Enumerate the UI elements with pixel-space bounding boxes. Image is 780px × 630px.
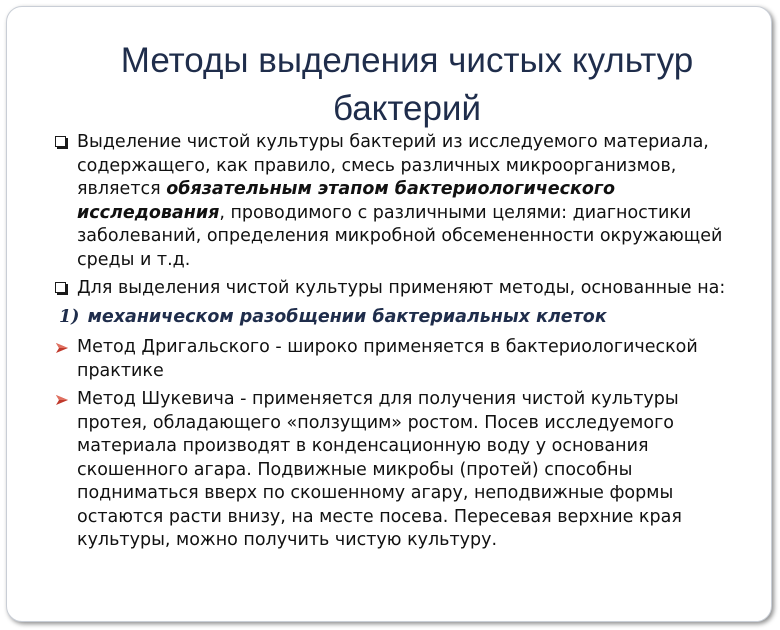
slide-frame xyxy=(6,6,772,622)
arrow-item-shukevich xyxy=(53,388,743,553)
paragraph-text: Метод Дригальского - широко применяется в бактериологической практике xyxy=(77,337,698,381)
emphasis-text: обязательным этапом бактериологического исследования xyxy=(77,179,616,223)
arrow-bullet-icon xyxy=(55,342,69,354)
paragraph-text: , проводимого с различными целями: диагностики заболеваний, определения микробной обсемененности окружающей среды и т.д. xyxy=(77,202,723,270)
square-bullet-icon xyxy=(55,136,66,147)
slide-title: Методы выделения чистых культур бактерий xyxy=(120,41,694,128)
bullet-item-isolation xyxy=(53,131,743,272)
arrow-item-drigalsky xyxy=(53,336,743,383)
paragraph-text: Метод Шукевича - применяется для получения чистой культуры протея, обладающего «ползущим» ростом. Посев исследуемого материала производят в конденсационную воду у основания скошенного агара. Подвижные микробы (протей) способны подниматься вверх по скошенному агару, неподвижные формы остаются расти внизу, на месте посева. Пересевая верхние края культуры, можно получить чистую культуру. xyxy=(77,389,682,550)
list-number: 1) xyxy=(59,306,80,327)
bullet-item-methods xyxy=(53,277,743,301)
paragraph-text: Выделение чистой культуры бактерий из исследуемого материала, содержащего, как правило, смесь различных микроорганизмов, является xyxy=(77,132,709,199)
arrow-bullet-icon xyxy=(55,394,69,406)
paragraph-text: Для выделения чистой культуры применяют методы, основанные на: xyxy=(77,278,726,298)
slide-body xyxy=(53,131,743,558)
numbered-heading-text: механическом разобщении бактериальных клеток xyxy=(87,306,607,327)
numbered-heading xyxy=(53,306,743,330)
square-bullet-icon xyxy=(55,282,66,293)
